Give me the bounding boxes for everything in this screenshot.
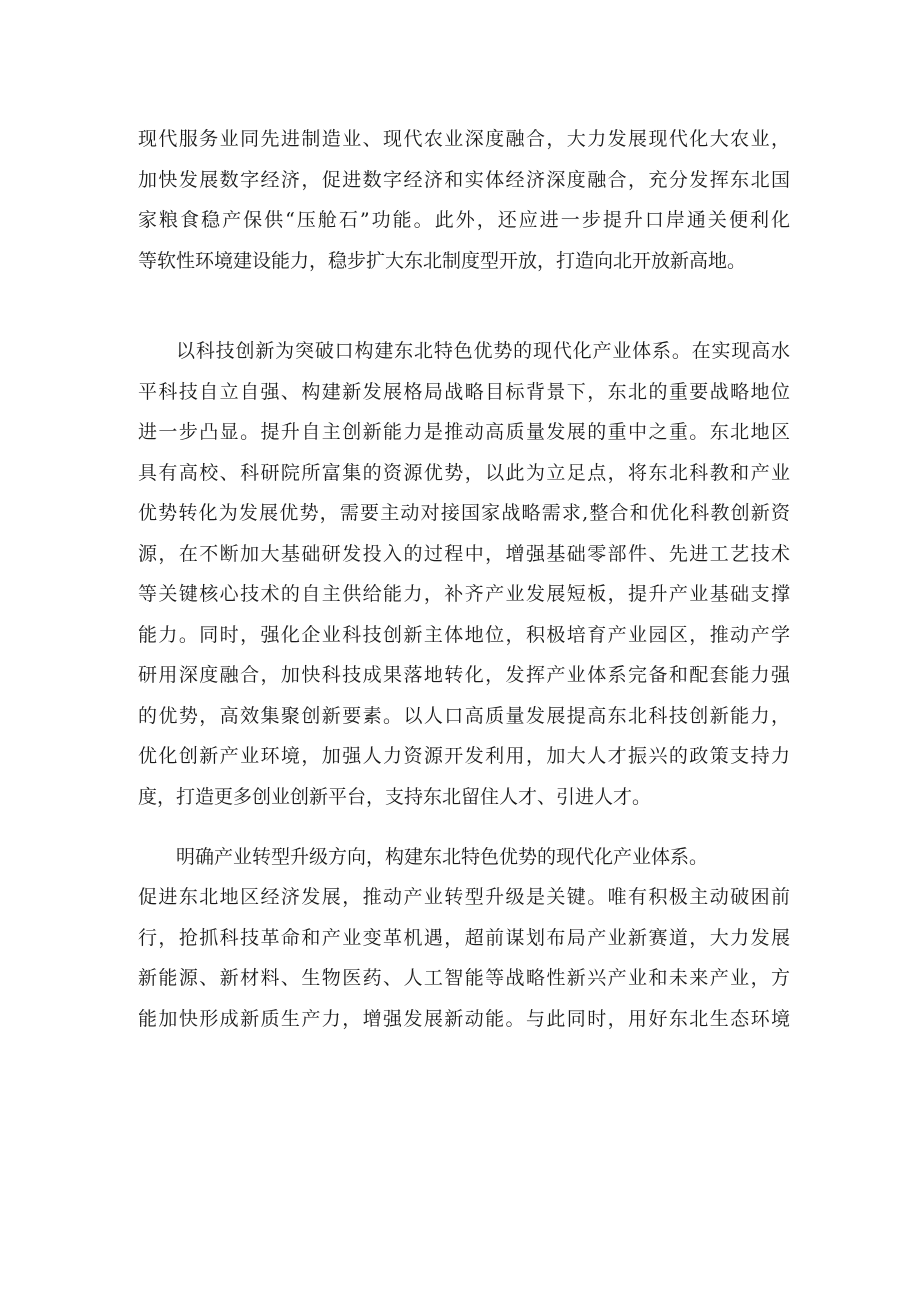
text-line: 等关键核心技术的自主供给能力，补齐产业发展短板，提升产业基础支撑	[138, 583, 790, 605]
text-line: 平科技自立自强、构建新发展格局战略目标背景下，东北的重要战略地位	[138, 380, 790, 403]
text-line: 行，抢抓科技革命和产业变革机遇，超前谋划布局产业新赛道，大力发展	[138, 926, 790, 949]
paragraph-3	[138, 837, 790, 878]
text-line: 促进东北地区经济发展，推动产业转型升级是关键。唯有积极主动破困前	[138, 886, 790, 908]
text-line: 的优势，高效集聚创新要素。以人口高质量发展提高东北科技创新能力，	[138, 704, 790, 727]
text-line: 度，打造更多创业创新平台，支持东北留住人才、引进人才。	[138, 785, 652, 808]
text-line: 新能源、新材料、生物医药、人工智能等战略性新兴产业和未来产业，方	[138, 967, 790, 989]
text-line: 家粮食稳产保供“压舱石”功能。此外，还应进一步提升口岸通关便利化	[138, 209, 790, 231]
text-line: 源，在不断加大基础研发投入的过程中，增强基础零部件、先进工艺技术	[138, 542, 790, 565]
text-line: 具有高校、科研院所富集的资源优势，以此为立足点，将东北科教和产业	[138, 461, 790, 484]
text-line: 能加快形成新质生产力，增强发展新动能。与此同时，用好东北生态环境	[138, 1007, 790, 1030]
text-line: 等软性环境建设能力，稳步扩大东北制度型开放，打造向北开放新高地。	[138, 249, 747, 272]
text-line: 研用深度融合，加快科技成果落地转化，发挥产业体系完备和配套能力强	[138, 664, 790, 686]
paragraph-1	[138, 119, 790, 281]
text-line: 明确产业转型升级方向，构建东北特色优势的现代化产业体系。	[176, 846, 709, 868]
text-line: 优化创新产业环境，加强人力资源开发利用，加大人才振兴的政策支持力	[138, 745, 790, 767]
paragraph-4	[138, 877, 790, 1039]
text-line: 加快发展数字经济，促进数字经济和实体经济深度融合，充分发挥东北国	[138, 168, 790, 191]
text-line: 优势转化为发展优势，需要主动对接国家战略需求,整合和优化科教创新资	[138, 502, 790, 524]
text-line: 以科技创新为突破口构建东北特色优势的现代化产业体系。在实现高水	[176, 340, 790, 362]
paragraph-2	[138, 331, 790, 817]
text-line: 能力。同时，强化企业科技创新主体地位，积极培育产业园区，推动产学	[138, 623, 790, 646]
text-line: 进一步凸显。提升自主创新能力是推动高质量发展的重中之重。东北地区	[138, 421, 790, 443]
text-line: 现代服务业同先进制造业、现代农业深度融合，大力发展现代化大农业，	[138, 128, 790, 150]
